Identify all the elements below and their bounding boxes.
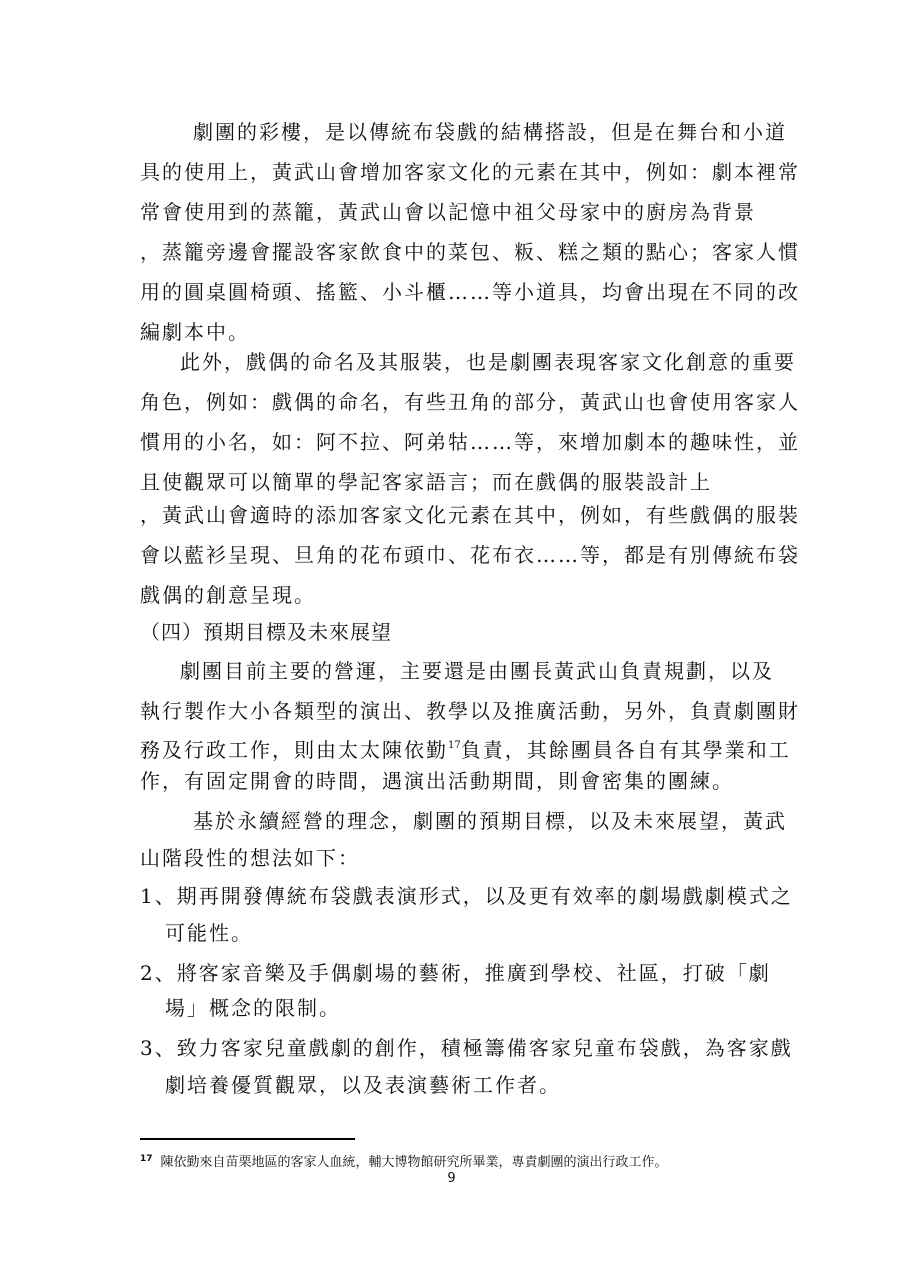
footnote-reference: 17	[448, 740, 461, 751]
footnote-separator	[140, 1138, 355, 1140]
paragraph-line	[140, 733, 791, 763]
paragraph-line: 慣用的小名，如：阿不拉、阿弟牯……等，來增加劇本的趣味性，並	[140, 430, 800, 454]
paragraph-line: 劇團目前主要的營運，主要還是由團長黃武山負責規劃，以及	[180, 659, 774, 683]
paragraph-line: 基於永續經營的理念，劇團的預期目標，以及未來展望，黃武	[193, 809, 787, 833]
paragraph-line: 編劇本中。	[140, 320, 250, 344]
paragraph-line: 會以藍衫呈現、旦角的花布頭巾、花布衣……等，都是有別傳統布袋	[140, 543, 800, 567]
paragraph-line: 角色，例如：戲偶的命名，有些丑角的部分，黃武山也會使用客家人	[140, 390, 800, 414]
footnote	[140, 1151, 668, 1171]
footnote-text: 陳依勤來自苗栗地區的客家人血統，輔大博物館研究所畢業，專責劇團的演出行政工作。	[160, 1155, 668, 1170]
list-item-continuation: 劇培養優質觀眾，以及表演藝術工作者。	[165, 1073, 561, 1097]
section-heading: （四）預期目標及未來展望	[140, 620, 392, 644]
footnote-number: 17	[140, 1154, 153, 1164]
list-item-continuation: 可能性。	[165, 921, 253, 945]
text-run: 務及行政工作，則由太太陳依勤	[140, 738, 448, 762]
list-item: 2、將客家音樂及手偶劇場的藝術，推廣到學校、社區，打破「劇	[140, 961, 771, 985]
text-run: 負責，其餘團員各自有其學業和工	[460, 738, 791, 762]
list-item: 3、致力客家兒童戲劇的創作，積極籌備客家兒童布袋戲，為客家戲	[140, 1036, 793, 1060]
paragraph-line: 具的使用上，黃武山會增加客家文化的元素在其中，例如：劇本裡常	[140, 160, 800, 184]
paragraph-line: 用的圓桌圓椅頭、搖籃、小斗櫃……等小道具，均會出現在不同的改	[140, 280, 800, 304]
paragraph-line: 執行製作大小各類型的演出、教學以及推廣活動，另外，負責劇團財	[140, 699, 800, 723]
paragraph-line: 山階段性的想法如下：	[140, 846, 360, 870]
list-item: 1、期再開發傳統布袋戲表演形式，以及更有效率的劇場戲劇模式之	[140, 884, 793, 908]
paragraph-line: 戲偶的創意呈現。	[140, 583, 316, 607]
list-item-continuation: 場」概念的限制。	[165, 996, 341, 1020]
paragraph-line: 劇團的彩樓，是以傳統布袋戲的結構搭設，但是在舞台和小道	[193, 120, 787, 144]
paragraph-line: 作，有固定開會的時間，遇演出活動期間，則會密集的團練。	[140, 769, 734, 793]
page-number: 9	[447, 1171, 456, 1186]
paragraph-line: ，蒸籠旁邊會擺設客家飲食中的菜包、粄、糕之類的點心；客家人慣	[140, 240, 800, 264]
paragraph-line: 此外，戲偶的命名及其服裝，也是劇團表現客家文化創意的重要	[180, 350, 796, 374]
paragraph-line: ，黃武山會適時的添加客家文化元素在其中，例如，有些戲偶的服裝	[140, 503, 800, 527]
paragraph-line: 常會使用到的蒸籠，黃武山會以記憶中祖父母家中的廚房為背景	[140, 200, 756, 224]
paragraph-line: 且使觀眾可以簡單的學記客家語言；而在戲偶的服裝設計上	[140, 470, 712, 494]
